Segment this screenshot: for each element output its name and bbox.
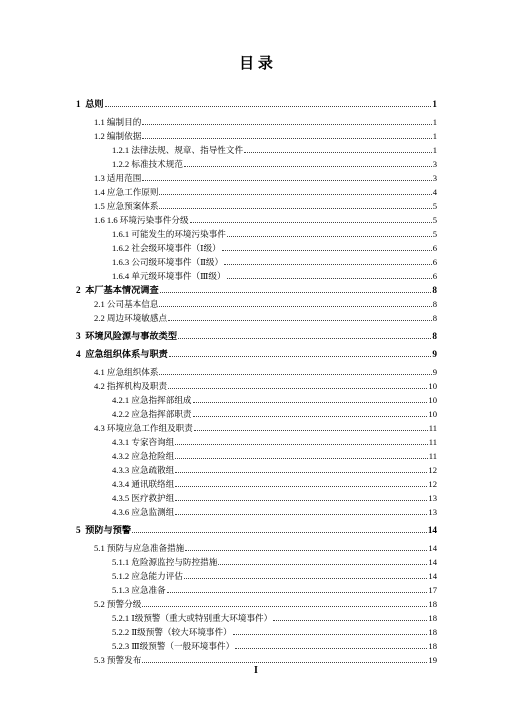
toc-entry[interactable] [76,96,437,110]
toc-entry-title: 医疗救护组 [131,493,175,503]
toc-entry[interactable] [112,448,437,462]
toc-entry-page: 14 [427,525,437,535]
toc-entry-number: 5.1.1 [112,557,130,567]
toc-entry[interactable] [112,568,437,582]
toc-entry-title: 通讯联络组 [131,479,175,489]
toc-entry-number: 4.3.4 [112,479,130,489]
toc-entry-page: 17 [428,585,437,595]
toc-entry-title: 总则 [85,99,104,109]
dot-leader [142,606,427,607]
toc-entry-title: 应急能力评估 [131,571,183,581]
toc-entry-page: 18 [428,599,437,609]
toc-entry[interactable] [76,282,437,296]
dot-leader [142,662,427,663]
toc-entry[interactable] [112,268,437,282]
toc-entry[interactable] [94,184,437,198]
toc-entry[interactable] [94,170,437,184]
toc-entry-title: 预防与预警 [85,525,132,535]
toc-entry-page: 14 [428,543,437,553]
dot-leader [273,620,427,621]
toc-entry-number: 5.2.1 [112,613,130,623]
toc-entry-number: 1.6.3 [112,257,130,267]
toc-entry-title: 社会级环境事件（Ⅰ级） [131,243,221,253]
toc-entry-title: 指挥机构及职责 [106,381,168,391]
toc-entry-page: 1 [432,99,437,109]
toc-entry[interactable] [94,364,437,378]
toc-entry-page: 11 [428,423,437,433]
toc-entry-page: 1 [432,145,437,155]
toc-entry-page: 3 [432,159,437,169]
toc-entry-page: 5 [432,201,437,211]
toc-entry-number: 5.1 [94,543,105,553]
dot-leader [142,124,431,125]
toc-entry-number: 5.2 [94,599,105,609]
dot-leader [167,592,428,593]
dot-leader [185,550,427,551]
dot-leader [159,306,431,307]
toc-entry-page: 18 [428,613,437,623]
toc-entry-number: 2 [76,285,81,295]
toc-entry-title: 预防与应急准备措施 [106,543,185,553]
toc-entry-title: 应急组织体系 [106,367,159,377]
toc-entry-page: 8 [432,299,437,309]
dot-leader [175,458,427,459]
toc-entry-number: 4.1 [94,367,105,377]
toc-entry-number: 2.1 [94,299,105,309]
dot-leader [175,500,427,501]
toc-entry-number: 1.2 [94,131,105,141]
toc-entry-title: 应急监测组 [131,507,175,517]
toc-entry-page: 10 [428,381,437,391]
toc-entry[interactable] [76,346,437,360]
toc-entry[interactable] [112,254,437,268]
toc-entry[interactable] [94,596,437,610]
toc-entry-title: 预警发布 [106,655,142,665]
toc-entry-number: 1.1 [94,117,105,127]
dot-leader [224,264,432,265]
toc-entry-title: 单元级环境事件（Ⅲ级） [131,271,226,281]
toc-entry-title: 预警分级 [106,599,142,609]
toc-entry-page: 5 [432,229,437,239]
toc-entry[interactable] [94,378,437,392]
dot-leader [168,388,427,389]
dot-leader [193,402,428,403]
page-number-footer: I [254,665,258,676]
toc-entry-number: 1.6.4 [112,271,130,281]
toc-entry-page: 9 [432,349,437,359]
toc-entry-number: 5.3 [94,655,105,665]
toc-entry-page: 10 [428,395,437,405]
dot-leader [142,180,431,181]
toc-entry-page: 8 [432,331,437,341]
toc-entry-page: 6 [432,243,437,253]
dot-leader [194,430,428,431]
toc-entry-page: 4 [432,187,437,197]
toc-entry-page: 1 [432,131,437,141]
toc-entry[interactable] [76,328,437,342]
toc-entry-page: 8 [432,285,437,295]
toc-entry-page: 11 [428,437,437,447]
toc-entry-page: 6 [432,271,437,281]
dot-leader [184,578,427,579]
toc-entry-number: 4.2 [94,381,105,391]
dot-leader [233,634,428,635]
toc-entry-page: 8 [432,313,437,323]
toc-entry-title: Ⅰ级预警（重大或特别重大环境事件） [131,613,273,623]
toc-entry-page: 19 [428,655,437,665]
toc-entry-number: 4.2.2 [112,409,130,419]
toc-entry-title: Ⅱ级预警（较大环境事件） [131,627,232,637]
toc-entry-title: 应急指挥部职责 [131,409,192,419]
toc-entry[interactable] [112,406,437,420]
toc-entry-page: 11 [428,451,437,461]
dot-leader [227,236,432,237]
toc-entry-number: 5 [76,525,81,535]
toc-entry[interactable] [94,114,437,128]
toc-entry-title: 应急工作原则 [106,187,159,197]
toc-entry-title: 法律法规、规章、指导性文件 [131,145,244,155]
toc-entry[interactable] [112,504,437,518]
toc-entry-title: 公司级环境事件（Ⅱ级） [131,257,224,267]
toc-entry[interactable] [112,638,437,652]
toc-entry-title: 1.6 环境污染事件分级 [106,215,189,225]
dot-leader [227,278,432,279]
toc-entry-title: 应急疏散组 [131,465,175,475]
dot-leader [235,648,427,649]
toc-entry-number: 4.3.1 [112,437,130,447]
toc-entry[interactable] [112,610,437,624]
toc-entry-title: 标准技术规范 [131,159,183,169]
dot-leader [160,292,432,293]
dot-leader [159,208,431,209]
page-title: 目 录 [239,56,273,72]
dot-leader [168,320,432,321]
toc-entry-number: 5.2.3 [112,641,130,651]
toc-entry-page: 6 [432,257,437,267]
toc-entry-number: 4.3.6 [112,507,130,517]
toc-entry-title: 专家咨询组 [131,437,175,447]
toc-entry-number: 1 [76,99,81,109]
toc-entry[interactable] [94,420,437,434]
dot-leader [218,564,427,565]
toc-entry[interactable] [112,554,437,568]
dot-leader [159,194,431,195]
toc-entry-number: 1.6.2 [112,243,130,253]
toc-entry-number: 1.2.1 [112,145,130,155]
toc-entry-title: 公司基本信息 [106,299,159,309]
dot-leader [184,166,432,167]
toc-entry-number: 4.3.5 [112,493,130,503]
toc-entry-page: 12 [428,465,437,475]
toc-entry-title: 应急指挥部组成 [131,395,192,405]
toc-entry-number: 4 [76,349,81,359]
toc-entry[interactable] [112,226,437,240]
toc-entry-number: 5.2.2 [112,627,130,637]
toc-entry-page: 18 [428,627,437,637]
toc-entry-number: 1.6 [94,215,105,225]
toc-entry-page: 13 [428,507,437,517]
toc-entry-page: 3 [432,173,437,183]
toc-entry-title: 可能发生的环境污染事件 [131,229,226,239]
toc-entry-page: 1 [432,117,437,127]
toc-entry[interactable] [112,392,437,406]
toc-entry[interactable] [94,540,437,554]
toc-entry-page: 10 [428,409,437,419]
dot-leader [169,356,432,357]
dot-leader [175,444,427,445]
toc-entry[interactable] [94,310,437,324]
toc-entry-title: 周边环境敏感点 [106,313,168,323]
toc-entry-title: 适用范围 [106,173,142,183]
toc-entry-page: 14 [428,571,437,581]
toc-entry[interactable] [112,240,437,254]
dot-leader [244,152,432,153]
toc-entry[interactable] [112,582,437,596]
toc-entry-page: 12 [428,479,437,489]
toc-entry-title: Ⅲ级预警（一般环境事件） [131,641,235,651]
toc-entry-title: 环境风险源与事故类型 [85,331,178,341]
dot-leader [193,416,428,417]
dot-leader [178,338,431,339]
toc-entry-number: 4.3.2 [112,451,130,461]
dot-leader [159,374,431,375]
dot-leader [190,222,432,223]
toc-entry[interactable] [112,434,437,448]
toc-entry-number: 1.3 [94,173,105,183]
toc-entry[interactable] [94,212,437,226]
toc-entry[interactable] [112,624,437,638]
toc-entry-title: 编制目的 [106,117,142,127]
toc-entry-title: 应急准备 [131,585,166,595]
toc-entry-title: 本厂基本情况调查 [85,285,159,295]
toc-entry-page: 9 [432,367,437,377]
toc-entry-page: 5 [432,215,437,225]
toc-entry-title: 应急预案体系 [106,201,159,211]
toc-entry[interactable] [94,296,437,310]
toc-entry[interactable] [112,490,437,504]
toc-entry-number: 1.2.2 [112,159,130,169]
dot-leader [132,532,427,533]
toc-entry[interactable] [76,522,437,536]
toc-entry-number: 4.3.3 [112,465,130,475]
toc-entry[interactable] [94,198,437,212]
toc-entry[interactable] [112,476,437,490]
toc-entry-number: 5.1.2 [112,571,130,581]
toc-entry-title: 应急抢险组 [131,451,175,461]
toc-entry-page: 13 [428,493,437,503]
toc-entry[interactable] [94,652,437,666]
dot-leader [142,138,431,139]
toc-entry-number: 3 [76,331,81,341]
toc-entry-page: 14 [428,557,437,567]
toc-entry[interactable] [112,462,437,476]
toc-entry-number: 1.6.1 [112,229,130,239]
toc-entry-number: 1.5 [94,201,105,211]
toc-entry-page: 18 [428,641,437,651]
dot-leader [175,514,427,515]
toc-entry-number: 2.2 [94,313,105,323]
toc-entry[interactable] [112,156,437,170]
toc-entry-number: 1.4 [94,187,105,197]
toc-entry-title: 危险源监控与防控措施 [131,557,218,567]
toc-entry-number: 4.2.1 [112,395,130,405]
toc-entry[interactable] [112,142,437,156]
toc-entry-title: 应急组织体系与职责 [85,349,168,359]
toc-entry-number: 4.3 [94,423,105,433]
dot-leader [175,472,427,473]
dot-leader [222,250,432,251]
dot-leader [175,486,427,487]
toc-entry-title: 编制依据 [106,131,142,141]
toc-entry-title: 环境应急工作组及职责 [106,423,193,433]
dot-leader [105,106,432,107]
toc-entry[interactable] [94,128,437,142]
toc-entry-number: 5.1.3 [112,585,130,595]
